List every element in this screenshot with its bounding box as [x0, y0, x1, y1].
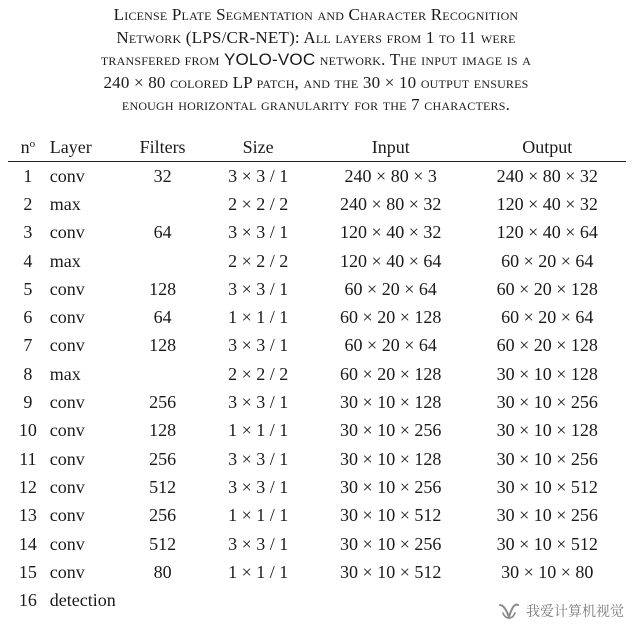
cell-output: 60 × 20 × 64 — [501, 250, 594, 271]
cell-no: 12 — [18, 476, 37, 497]
cell-layer: conv — [49, 307, 85, 328]
caption-line-1: License Plate Segmentation and Character Recognition — [113, 5, 519, 24]
cell-no: 5 — [23, 278, 33, 299]
cell-output: 60 × 20 × 128 — [496, 335, 598, 356]
cell-filters: 64 — [153, 222, 172, 243]
cell-no: 8 — [23, 363, 33, 384]
cell-size: 1 × 1 / 1 — [228, 420, 289, 441]
table-row — [8, 360, 626, 388]
cell-output: 60 × 20 × 128 — [496, 278, 598, 299]
header-output: Output — [468, 133, 626, 162]
cell-input: 30 × 10 × 256 — [340, 476, 442, 497]
cell-filters: 256 — [149, 392, 177, 413]
cell-no: 3 — [23, 222, 33, 243]
cell-input: 60 × 20 × 64 — [344, 335, 437, 356]
table-header-row — [8, 133, 626, 162]
cell-filters — [122, 586, 204, 614]
cell-layer: conv — [49, 533, 85, 554]
caption-line-2: Network (LPS/CR-NET): All layers from 1 to 11 were — [116, 27, 516, 47]
cell-layer: conv — [49, 222, 85, 243]
table-row — [8, 162, 626, 191]
cell-output: 30 × 10 × 512 — [496, 533, 598, 554]
cell-no: 11 — [19, 448, 37, 469]
cell-size: 2 × 2 / 2 — [228, 193, 289, 214]
cell-no: 6 — [23, 307, 33, 328]
caption-line-3c: network. The input image is a — [315, 50, 532, 69]
cell-size: 2 × 2 / 2 — [228, 250, 289, 271]
cell-layer: conv — [49, 165, 85, 186]
cell-output: 120 × 40 × 64 — [496, 222, 598, 243]
table-row — [8, 445, 626, 473]
cell-filters: 256 — [149, 505, 177, 526]
cell-no: 16 — [18, 590, 37, 611]
cell-layer: conv — [49, 476, 85, 497]
cell-layer: conv — [49, 278, 85, 299]
table-body — [8, 162, 626, 615]
cell-no: 13 — [18, 505, 37, 526]
cell-layer: conv — [49, 392, 85, 413]
cell-layer: max — [49, 363, 81, 384]
cell-filters — [122, 360, 204, 388]
header-no-text: n — [20, 136, 30, 157]
watermark-text: 我爱计算机视觉 — [526, 604, 624, 620]
table-row — [8, 190, 626, 218]
cell-no: 7 — [23, 335, 33, 356]
table-row — [8, 275, 626, 303]
header-layer: Layer — [48, 133, 122, 162]
caption-line-5: enough horizontal granularity for the 7 characters. — [121, 95, 511, 114]
cell-layer: detection — [49, 590, 116, 611]
cell-filters — [122, 190, 204, 218]
cell-output: 120 × 40 × 32 — [496, 193, 598, 214]
table-caption — [0, 4, 632, 117]
cell-output: 60 × 20 × 64 — [501, 307, 594, 328]
table-row — [8, 417, 626, 445]
header-input: Input — [313, 133, 469, 162]
cell-output: 30 × 10 × 128 — [496, 363, 598, 384]
header-no-sup: o — [29, 137, 36, 150]
cell-filters — [122, 247, 204, 275]
cell-filters: 512 — [149, 533, 177, 554]
cell-input: 30 × 10 × 512 — [340, 561, 442, 582]
cell-filters: 128 — [149, 278, 177, 299]
wechat-channel-icon — [498, 601, 520, 621]
watermark — [498, 601, 624, 621]
cell-size: 3 × 3 / 1 — [228, 278, 289, 299]
cell-filters: 80 — [153, 561, 172, 582]
cell-input: 30 × 10 × 128 — [340, 448, 442, 469]
header-size: Size — [203, 133, 313, 162]
cell-layer: max — [49, 193, 81, 214]
cell-input: 60 × 20 × 64 — [344, 278, 437, 299]
cell-no: 15 — [18, 561, 37, 582]
table-row — [8, 388, 626, 416]
cell-output: 30 × 10 × 256 — [496, 505, 598, 526]
table-row — [8, 473, 626, 501]
cell-output: 30 × 10 × 128 — [496, 420, 598, 441]
cell-layer: conv — [49, 561, 85, 582]
cell-filters: 64 — [153, 307, 172, 328]
cell-input: 120 × 40 × 32 — [340, 222, 442, 243]
header-no — [8, 133, 48, 162]
caption-line-3 — [0, 49, 632, 72]
cell-size: 3 × 3 / 1 — [228, 392, 289, 413]
cell-input: 60 × 20 × 128 — [340, 307, 442, 328]
cell-input: 30 × 10 × 128 — [340, 392, 442, 413]
cell-filters: 128 — [149, 420, 177, 441]
cell-filters: 32 — [153, 165, 172, 186]
caption-line-4: 240 × 80 colored LP patch, and the 30 × 10 output ensures — [103, 72, 529, 92]
table-row — [8, 219, 626, 247]
cell-input: 30 × 10 × 512 — [340, 505, 442, 526]
cell-no: 4 — [23, 250, 33, 271]
cell-filters: 512 — [149, 476, 177, 497]
cell-size: 1 × 1 / 1 — [228, 561, 289, 582]
cell-output: 30 × 10 × 80 — [501, 561, 594, 582]
table-row — [8, 247, 626, 275]
header-filters: Filters — [122, 133, 204, 162]
cell-layer: conv — [49, 335, 85, 356]
cell-size: 3 × 3 / 1 — [228, 448, 289, 469]
cell-layer: conv — [49, 448, 85, 469]
cell-input: 30 × 10 × 256 — [340, 533, 442, 554]
cell-input: 120 × 40 × 64 — [340, 250, 442, 271]
cell-output: 30 × 10 × 256 — [496, 448, 598, 469]
cell-layer: max — [49, 250, 81, 271]
cell-output: 30 × 10 × 256 — [496, 392, 598, 413]
cell-input: 240 × 80 × 3 — [344, 165, 437, 186]
caption-line-3a: transfered from — [100, 50, 224, 69]
cell-no: 1 — [23, 165, 33, 186]
cell-input: 240 × 80 × 32 — [340, 193, 442, 214]
cell-no: 9 — [23, 392, 33, 413]
cell-size: 1 × 1 / 1 — [228, 307, 289, 328]
layer-table — [8, 133, 626, 615]
table-row — [8, 332, 626, 360]
table-row — [8, 530, 626, 558]
cell-filters: 256 — [149, 448, 177, 469]
table-row — [8, 558, 626, 586]
cell-size: 3 × 3 / 1 — [228, 335, 289, 356]
cell-no: 10 — [18, 420, 37, 441]
cell-layer: conv — [49, 420, 85, 441]
cell-output: 30 × 10 × 512 — [496, 476, 598, 497]
cell-layer: conv — [49, 505, 85, 526]
cell-size: 1 × 1 / 1 — [228, 505, 289, 526]
table-row — [8, 502, 626, 530]
cell-size: 3 × 3 / 1 — [228, 165, 289, 186]
cell-filters: 128 — [149, 335, 177, 356]
cell-no: 2 — [23, 193, 33, 214]
cell-input: 30 × 10 × 256 — [340, 420, 442, 441]
cell-size: 2 × 2 / 2 — [228, 363, 289, 384]
cell-output: 240 × 80 × 32 — [496, 165, 598, 186]
cell-size: 3 × 3 / 1 — [228, 222, 289, 243]
caption-yolo-voc: YOLO-VOC — [223, 50, 316, 69]
cell-size: 3 × 3 / 1 — [228, 533, 289, 554]
cell-no: 14 — [18, 533, 37, 554]
cell-size — [203, 586, 313, 614]
cell-size: 3 × 3 / 1 — [228, 476, 289, 497]
table-row — [8, 303, 626, 331]
cell-input — [313, 586, 469, 614]
cell-input: 60 × 20 × 128 — [340, 363, 442, 384]
